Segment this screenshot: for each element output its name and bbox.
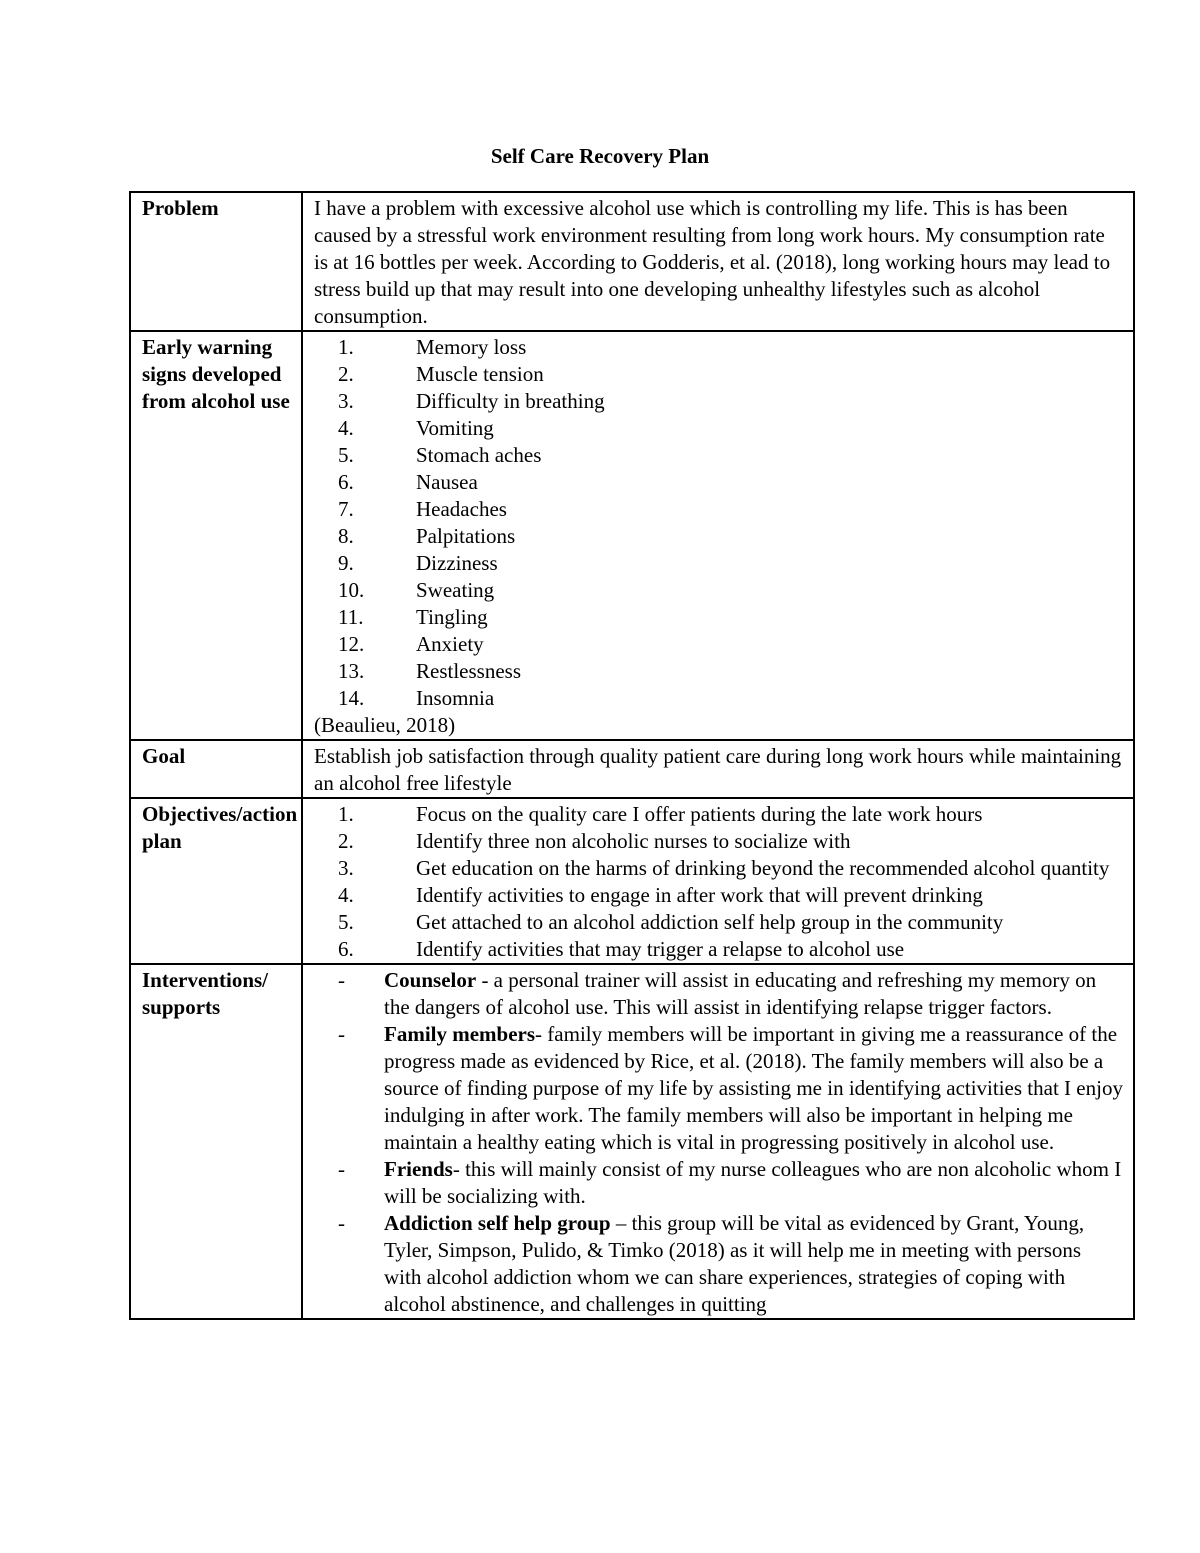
list-item-number: 1. bbox=[338, 802, 354, 826]
list-item-text: Get education on the harms of drinking beyond the recommended alcohol quantity bbox=[416, 856, 1110, 880]
table-row-interventions bbox=[130, 964, 1134, 1319]
list-item-text: Headaches bbox=[416, 497, 507, 521]
list-item-text: Palpitations bbox=[416, 524, 516, 548]
intervention-body bbox=[384, 1210, 1123, 1318]
list-item bbox=[314, 1210, 1123, 1318]
list-item bbox=[314, 658, 1123, 685]
objectives-cell bbox=[302, 798, 1134, 964]
list-item-text: Identify activities that may trigger a relapse to alcohol use bbox=[416, 937, 905, 961]
intervention-term: Counselor bbox=[384, 968, 477, 992]
list-item-dash: - bbox=[338, 1157, 345, 1181]
list-item bbox=[314, 496, 1123, 523]
list-item bbox=[314, 801, 1123, 828]
list-item-text: Memory loss bbox=[416, 335, 527, 359]
intervention-body bbox=[384, 1021, 1123, 1156]
list-item-text: Restlessness bbox=[416, 659, 521, 683]
list-item-number: 14. bbox=[338, 686, 365, 710]
list-item-text: Focus on the quality care I offer patients during the late work hours bbox=[416, 802, 983, 826]
list-item-text: Dizziness bbox=[416, 551, 498, 575]
warning-signs-list bbox=[314, 334, 1123, 712]
list-item bbox=[314, 334, 1123, 361]
intervention-description: - a personal trainer will assist in educating and refreshing my memory on the dangers of alcohol use. This will assist in identifying relapse trigger factors. bbox=[384, 968, 1097, 1019]
row-label-goal: Goal bbox=[130, 740, 302, 798]
list-item bbox=[314, 828, 1123, 855]
list-item-number: 10. bbox=[338, 578, 365, 602]
list-item bbox=[314, 361, 1123, 388]
warning-signs-citation: (Beaulieu, 2018) bbox=[314, 713, 456, 737]
list-item bbox=[314, 550, 1123, 577]
list-item bbox=[314, 604, 1123, 631]
list-item-number: 3. bbox=[338, 856, 354, 880]
list-item bbox=[314, 577, 1123, 604]
list-item-text: Insomnia bbox=[416, 686, 495, 710]
list-item bbox=[314, 936, 1123, 963]
intervention-term: Addiction self help group bbox=[384, 1211, 611, 1235]
goal-text: Establish job satisfaction through quality patient care during long work hours while maintaining an alcohol free lifestyle bbox=[302, 740, 1134, 798]
list-item-number: 4. bbox=[338, 416, 354, 440]
recovery-plan-table bbox=[129, 191, 1135, 1320]
problem-text: I have a problem with excessive alcohol use which is controlling my life. This is has been caused by a stressful work environment resulting from long work hours. My consumption rate is at 16 bottles per week. According to Godderis, et al. (2018), long working hours may lead to stress build up that may result into one developing unhealthy lifestyles such as alcohol consumption. bbox=[302, 192, 1134, 331]
row-label-interventions: Interventions/ supports bbox=[130, 964, 302, 1319]
intervention-term: Family members bbox=[384, 1022, 536, 1046]
list-item-text: Difficulty in breathing bbox=[416, 389, 605, 413]
objectives-list bbox=[314, 801, 1123, 963]
list-item-text: Identify activities to engage in after work that will prevent drinking bbox=[416, 883, 983, 907]
list-item-text: Sweating bbox=[416, 578, 495, 602]
list-item-text: Anxiety bbox=[416, 632, 484, 656]
list-item-text: Identify three non alcoholic nurses to socialize with bbox=[416, 829, 851, 853]
list-item-text: Muscle tension bbox=[416, 362, 544, 386]
list-item bbox=[314, 909, 1123, 936]
list-item-number: 8. bbox=[338, 524, 354, 548]
list-item bbox=[314, 469, 1123, 496]
list-item-number: 2. bbox=[338, 362, 354, 386]
list-item bbox=[314, 685, 1123, 712]
row-label-warning-signs: Early warning signs developed from alcohol use bbox=[130, 331, 302, 740]
list-item bbox=[314, 415, 1123, 442]
list-item-number: 13. bbox=[338, 659, 365, 683]
table-row-objectives bbox=[130, 798, 1134, 964]
list-item-number: 6. bbox=[338, 937, 354, 961]
intervention-description: - family members will be important in giving me a reassurance of the progress made as evidenced by Rice, et al. (2018). The family members will also be a source of finding purpose of my life by assisting me in identifying activities that I enjoy indulging in after work. The family members will also be important in helping me maintain a healthy eating which is vital in progressing positively in alcohol use. bbox=[384, 1022, 1123, 1154]
list-item bbox=[314, 1156, 1123, 1210]
list-item bbox=[314, 1021, 1123, 1156]
list-item-text: Tingling bbox=[416, 605, 488, 629]
list-item bbox=[314, 882, 1123, 909]
list-item-text: Stomach aches bbox=[416, 443, 542, 467]
row-label-problem: Problem bbox=[130, 192, 302, 331]
warning-signs-cell bbox=[302, 331, 1134, 740]
table-row-goal bbox=[130, 740, 1134, 798]
intervention-body bbox=[384, 967, 1123, 1021]
list-item-number: 4. bbox=[338, 883, 354, 907]
list-item-number: 2. bbox=[338, 829, 354, 853]
list-item-number: 9. bbox=[338, 551, 354, 575]
list-item-text: Vomiting bbox=[416, 416, 494, 440]
intervention-body bbox=[384, 1156, 1123, 1210]
list-item-text: Nausea bbox=[416, 470, 478, 494]
table-row-problem bbox=[130, 192, 1134, 331]
list-item-dash: - bbox=[338, 1022, 345, 1046]
list-item-number: 11. bbox=[338, 605, 364, 629]
intervention-description: – this group will be vital as evidenced by Grant, Young, Tyler, Simpson, Pulido, & Timko (2018) as it will help me in meeting with persons with alcohol addiction whom we can share experiences, strategies of coping with alcohol abstinence, and challenges in quitting bbox=[384, 1211, 1085, 1316]
interventions-list bbox=[314, 967, 1123, 1318]
list-item-dash: - bbox=[338, 1211, 345, 1235]
list-item bbox=[314, 442, 1123, 469]
intervention-description: - this will mainly consist of my nurse colleagues who are non alcoholic whom I will be socializing with. bbox=[384, 1157, 1122, 1208]
list-item-number: 5. bbox=[338, 910, 354, 934]
list-item-number: 5. bbox=[338, 443, 354, 467]
list-item-number: 1. bbox=[338, 335, 354, 359]
list-item bbox=[314, 631, 1123, 658]
list-item-number: 12. bbox=[338, 632, 365, 656]
list-item bbox=[314, 855, 1123, 882]
list-item bbox=[314, 388, 1123, 415]
intervention-term: Friends bbox=[384, 1157, 453, 1181]
list-item-number: 6. bbox=[338, 470, 354, 494]
list-item-text: Get attached to an alcohol addiction self help group in the community bbox=[416, 910, 1004, 934]
list-item-number: 7. bbox=[338, 497, 354, 521]
row-label-objectives: Objectives/action plan bbox=[130, 798, 302, 964]
interventions-cell bbox=[302, 964, 1134, 1319]
table-row-warning-signs bbox=[130, 331, 1134, 740]
list-item bbox=[314, 967, 1123, 1021]
document-title: Self Care Recovery Plan bbox=[490, 144, 710, 168]
list-item bbox=[314, 523, 1123, 550]
list-item-number: 3. bbox=[338, 389, 354, 413]
list-item-dash: - bbox=[338, 968, 345, 992]
